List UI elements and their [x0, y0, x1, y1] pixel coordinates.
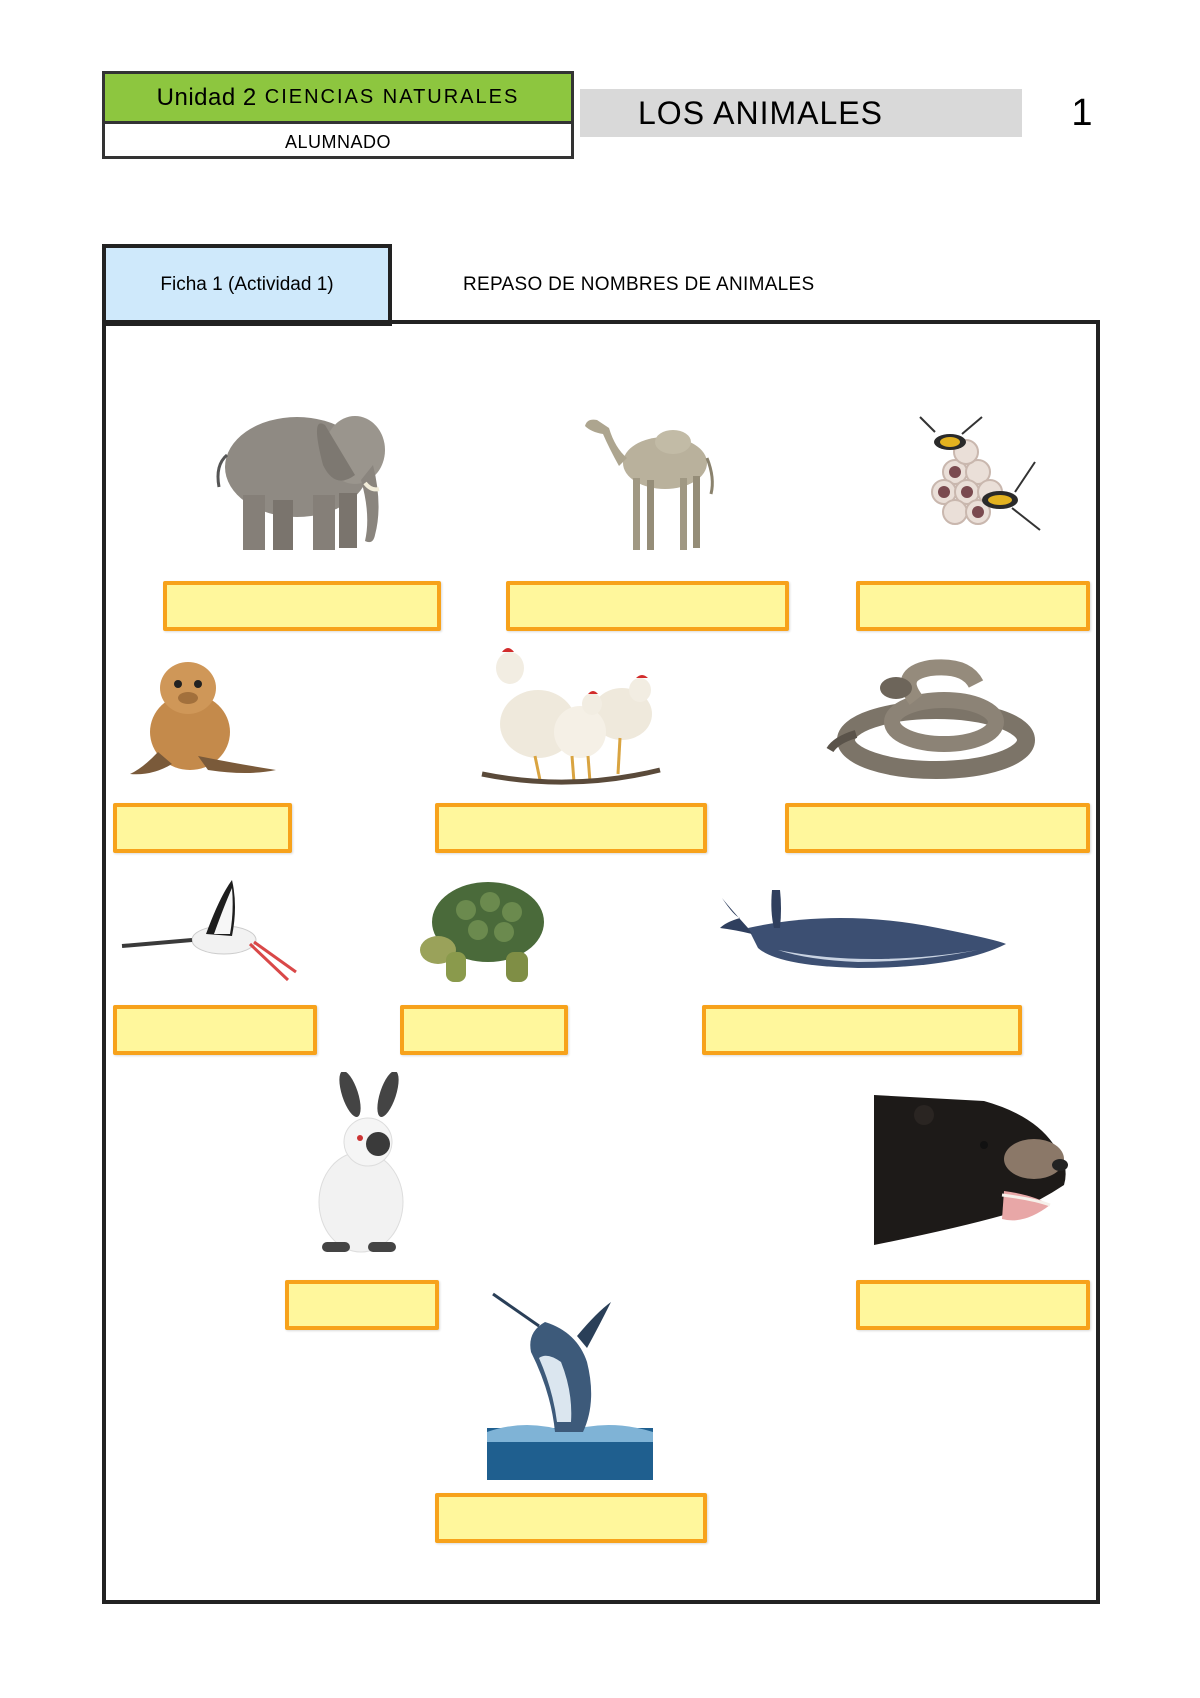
answer-box-sea-lion[interactable] — [113, 803, 292, 853]
answer-box-whale[interactable] — [702, 1005, 1022, 1055]
answer-box-snake[interactable] — [785, 803, 1090, 853]
unit-label: Unidad 2 — [156, 83, 257, 111]
stork-icon — [120, 876, 298, 986]
answer-box-stork[interactable] — [113, 1005, 317, 1055]
camel-icon — [575, 408, 725, 558]
elephant-icon — [205, 395, 405, 565]
answer-box-camel[interactable] — [506, 581, 789, 631]
answer-box-wasp[interactable] — [856, 581, 1090, 631]
wasp-nest-icon — [900, 412, 1050, 552]
bear-icon — [874, 1095, 1070, 1247]
unit-header-box — [102, 71, 574, 159]
worksheet-tab: Ficha 1 (Actividad 1) — [102, 244, 392, 326]
answer-box-rabbit[interactable] — [285, 1280, 439, 1330]
hens-icon — [480, 644, 665, 794]
activity-title: REPASO DE NOMBRES DE ANIMALES — [463, 274, 815, 295]
answer-box-hens[interactable] — [435, 803, 707, 853]
answer-box-elephant[interactable] — [163, 581, 441, 631]
swordfish-icon — [487, 1292, 653, 1480]
answer-box-swordfish[interactable] — [435, 1493, 707, 1543]
whale-icon — [718, 888, 1008, 976]
sea-lion-icon — [128, 652, 280, 782]
role-label: ALUMNADO — [284, 131, 391, 152]
answer-box-tortoise[interactable] — [400, 1005, 568, 1055]
rabbit-icon — [306, 1072, 416, 1262]
page-number: 1 — [1071, 92, 1093, 134]
tortoise-icon — [416, 872, 552, 990]
unit-title — [105, 74, 571, 124]
rattlesnake-icon — [826, 654, 1046, 784]
topic-title: LOS ANIMALES — [580, 89, 1022, 137]
subject-label: CIENCIAS NATURALES — [264, 86, 520, 108]
answer-box-bear[interactable] — [856, 1280, 1090, 1330]
